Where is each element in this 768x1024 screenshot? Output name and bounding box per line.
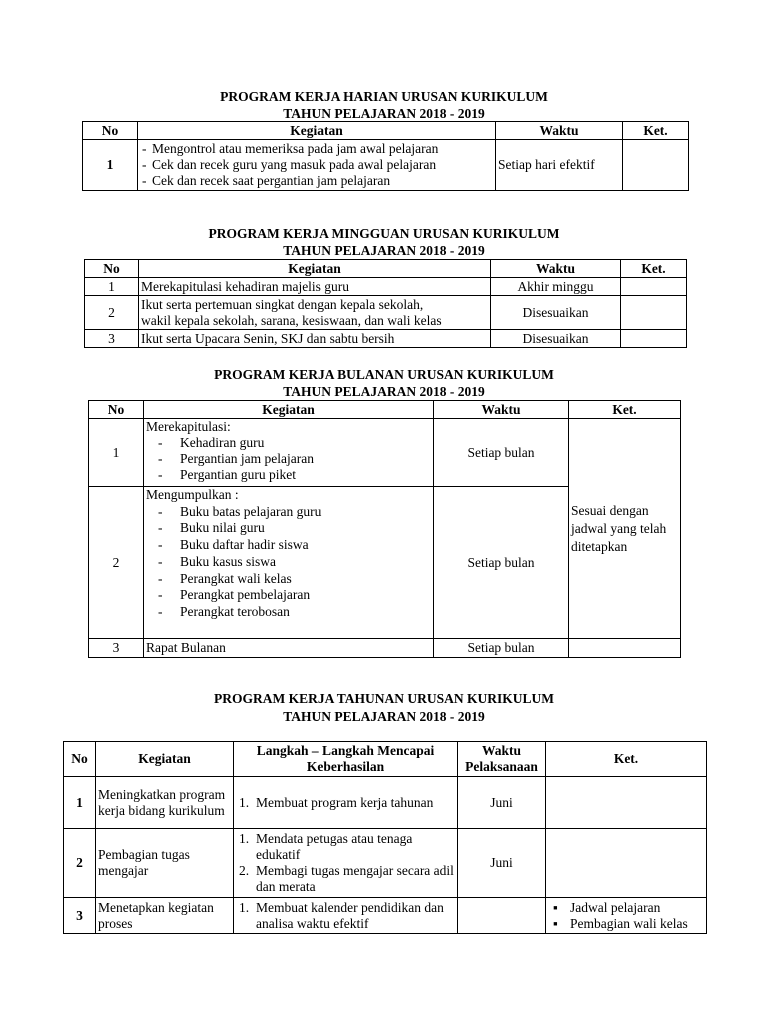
row-kegiatan <box>144 487 434 639</box>
list-item: - Perangkat pembelajaran <box>146 587 431 604</box>
table-header-row <box>89 401 681 419</box>
list-item: - Kehadiran guru <box>146 435 431 451</box>
table-row <box>85 278 687 296</box>
header-kegiatan: Kegiatan <box>96 742 234 777</box>
table-row <box>85 330 687 348</box>
row-kegiatan: Ikut serta Upacara Senin, SKJ dan sabtu bersih <box>139 330 491 348</box>
list-item: - Buku nilai guru <box>146 520 431 537</box>
row-ket <box>621 278 687 296</box>
tahunan-title: PROGRAM KERJA TAHUNAN URUSAN KURIKULUM <box>213 691 554 706</box>
row-kegiatan <box>138 140 496 191</box>
tahunan-table <box>63 741 707 934</box>
list-item: 1. Mendata petugas atau tenaga edukatif <box>239 831 413 862</box>
table-row <box>64 777 707 829</box>
list-item: - Mengontrol atau memeriksa pada jam awal pelajaran <box>140 141 493 157</box>
row-ket <box>621 330 687 348</box>
row-waktu: Disesuaikan <box>491 296 621 330</box>
row-waktu: Juni <box>458 777 546 829</box>
row-ket <box>546 777 707 829</box>
row-no: 1 <box>85 278 139 296</box>
row-waktu: Setiap bulan <box>434 419 569 487</box>
list-item: ▪ Pembagian wali kelas <box>548 916 704 932</box>
table-row <box>89 639 681 658</box>
list-item: - Buku daftar hadir siswa <box>146 537 431 554</box>
row-kegiatan <box>144 419 434 487</box>
list-item: 1. Membuat program kerja tahunan <box>239 794 434 810</box>
header-ket: Ket. <box>623 122 689 140</box>
row-kegiatan: Meningkatkan program kerja bidang kurikulum <box>96 777 234 829</box>
mingguan-subtitle: TAHUN PELAJARAN 2018 - 2019 <box>283 243 485 258</box>
row-ket <box>621 296 687 330</box>
row-waktu <box>458 898 546 934</box>
bulanan-table <box>88 400 681 658</box>
bulanan-subtitle: TAHUN PELAJARAN 2018 - 2019 <box>283 384 485 399</box>
tahunan-subtitle: TAHUN PELAJARAN 2018 - 2019 <box>283 709 485 724</box>
header-kegiatan: Kegiatan <box>144 401 434 419</box>
row-no: 3 <box>64 898 96 934</box>
harian-subtitle: TAHUN PELAJARAN 2018 - 2019 <box>283 106 485 121</box>
row-waktu: Disesuaikan <box>491 330 621 348</box>
list-intro: Mengumpulkan : <box>146 487 239 502</box>
header-langkah: Langkah – Langkah Mencapai Keberhasilan <box>234 742 458 777</box>
row-no: 2 <box>89 487 144 639</box>
row-waktu: Akhir minggu <box>491 278 621 296</box>
row-ket <box>546 829 707 898</box>
row-waktu: Setiap bulan <box>434 487 569 639</box>
row-langkah <box>234 829 458 898</box>
header-waktu: Waktu Pelaksanaan <box>458 742 546 777</box>
list-item: 1. Membuat kalender pendidikan dan analisa waktu efektif <box>239 899 444 931</box>
row-waktu: Setiap bulan <box>434 639 569 658</box>
header-ket: Ket. <box>546 742 707 777</box>
row-kegiatan: Pembagian tugas mengajar <box>96 829 234 898</box>
list-intro: Merekapitulasi: <box>146 419 231 434</box>
row-langkah <box>234 777 458 829</box>
row-waktu: Juni <box>458 829 546 898</box>
mingguan-title: PROGRAM KERJA MINGGUAN URUSAN KURIKULUM <box>208 226 560 241</box>
row-no: 3 <box>85 330 139 348</box>
header-ket: Ket. <box>621 260 687 278</box>
row-no: 1 <box>83 140 138 191</box>
list-item: - Cek dan recek saat pergantian jam pelajaran <box>140 173 493 189</box>
row-kegiatan: Menetapkan kegiatan proses <box>96 898 234 934</box>
list-item: - Cek dan recek guru yang masuk pada awal pelajaran <box>140 157 493 173</box>
header-ket: Ket. <box>569 401 681 419</box>
header-kegiatan: Kegiatan <box>139 260 491 278</box>
table-row <box>85 296 687 330</box>
text-line: wakil kepala sekolah, sarana, kesiswaan, dan wali kelas <box>141 312 442 328</box>
table-header-row <box>83 122 689 140</box>
list-item: - Perangkat terobosan <box>146 604 431 621</box>
list-item: - Pergantian jam pelajaran <box>146 451 431 467</box>
list-item: ▪ Jadwal pelajaran <box>548 900 704 916</box>
row-no: 2 <box>64 829 96 898</box>
row-kegiatan: Rapat Bulanan <box>144 639 434 658</box>
header-waktu: Waktu <box>434 401 569 419</box>
harian-table <box>82 121 689 191</box>
text-line: Ikut serta pertemuan singkat dengan kepala sekolah, <box>141 296 424 312</box>
harian-title: PROGRAM KERJA HARIAN URUSAN KURIKULUM <box>220 89 548 104</box>
table-row <box>64 829 707 898</box>
bulanan-title: PROGRAM KERJA BULANAN URUSAN KURIKULUM <box>214 367 554 382</box>
table-row <box>89 419 681 487</box>
header-kegiatan: Kegiatan <box>138 122 496 140</box>
row-waktu: Setiap hari efektif <box>496 140 623 191</box>
header-waktu: Waktu <box>496 122 623 140</box>
table-header-row <box>85 260 687 278</box>
table-row <box>83 140 689 191</box>
table-header-row <box>64 742 707 777</box>
header-no: No <box>89 401 144 419</box>
header-waktu: Waktu <box>491 260 621 278</box>
row-ket <box>569 639 681 658</box>
list-item: - Pergantian guru piket <box>146 467 431 483</box>
row-kegiatan: Merekapitulasi kehadiran majelis guru <box>139 278 491 296</box>
header-no: No <box>64 742 96 777</box>
row-langkah <box>234 898 458 934</box>
mingguan-table <box>84 259 687 348</box>
list-item: 2. Membagi tugas mengajar secara adil dan merata <box>239 863 454 894</box>
list-item: - Buku batas pelajaran guru <box>146 504 431 521</box>
row-ket-merged: Sesuai dengan jadwal yang telah ditetapkan <box>569 419 681 639</box>
list-item: - Perangkat wali kelas <box>146 571 431 588</box>
row-no: 3 <box>89 639 144 658</box>
table-row <box>64 898 707 934</box>
row-no: 2 <box>85 296 139 330</box>
row-no: 1 <box>64 777 96 829</box>
row-ket <box>546 898 707 934</box>
header-no: No <box>85 260 139 278</box>
list-item: - Buku kasus siswa <box>146 554 431 571</box>
row-ket <box>623 140 689 191</box>
header-no: No <box>83 122 138 140</box>
row-no: 1 <box>89 419 144 487</box>
row-kegiatan <box>139 296 491 330</box>
